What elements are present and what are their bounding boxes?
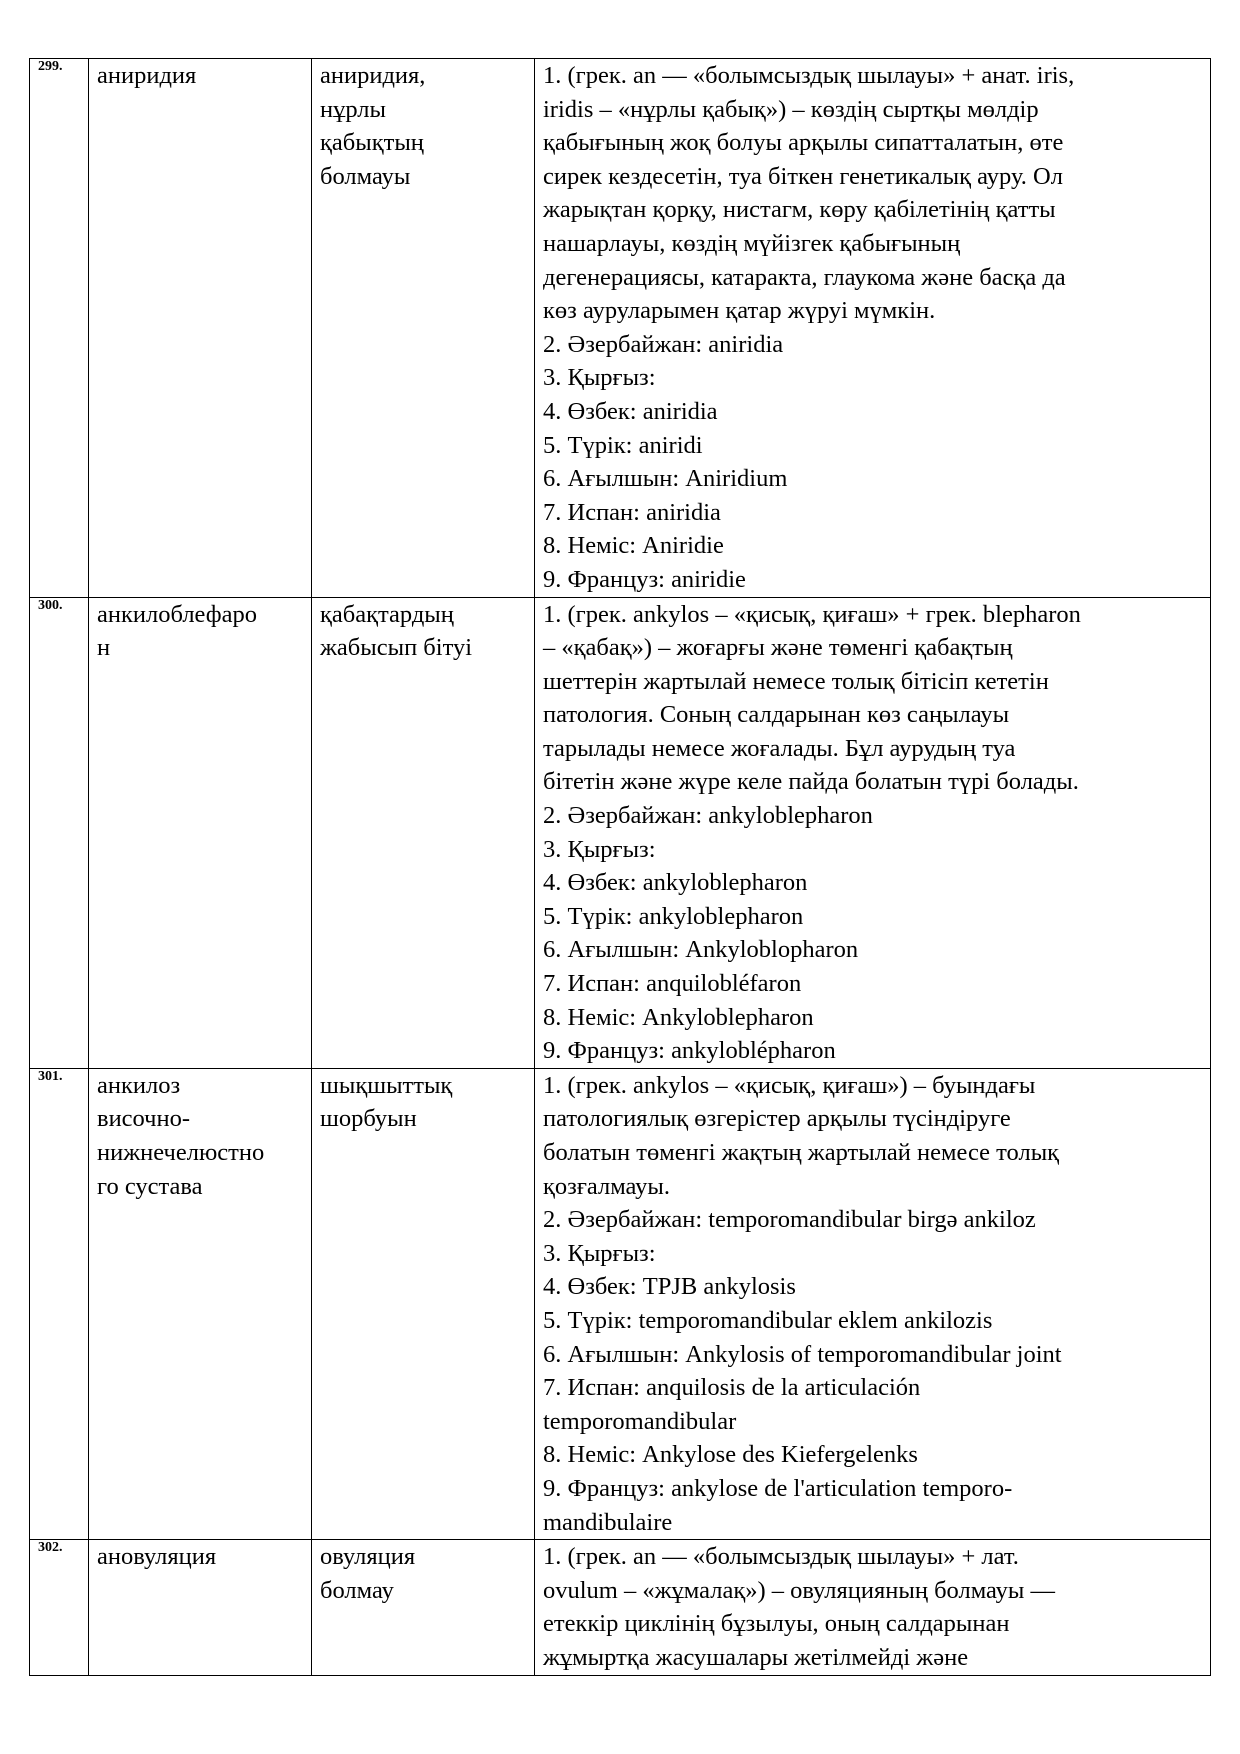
definition-line: 4. Өзбек: TPJB ankylosis <box>543 1273 796 1301</box>
definition-line: 3. Қырғыз: <box>543 1239 656 1267</box>
definition-line: 7. Испан: anquilobléfaron <box>543 970 802 998</box>
definition <box>535 59 1211 598</box>
dictionary-table <box>29 58 1211 1676</box>
definition-line: 4. Өзбек: ankyloblepharon <box>543 869 808 897</box>
definition-line: патология. Соның салдарынан көз саңылауы <box>543 701 1010 729</box>
definition-line: – «қабақ») – жоғарғы және төменгі қабақтың <box>543 634 1013 662</box>
definition-line: бітетін және жүре келе пайда болатын түрі болады. <box>543 768 1079 796</box>
definition-line: қабығының жоқ болуы арқылы сипатталатын, өте <box>543 129 1064 157</box>
definition-line: 5. Түрік: ankyloblepharon <box>543 902 804 930</box>
definition-line: 3. Қырғыз: <box>543 835 656 863</box>
definition-line: 1. (грек. ankylos – «қисық, қиғаш» + грек. blepharon <box>543 600 1081 628</box>
definition-line: патологиялық өзгерістер арқылы түсіндіруге <box>543 1105 1011 1133</box>
definition-line: 7. Испан: anquilosis de la articulación <box>543 1374 921 1402</box>
definition-line: 9. Француз: ankylose de l'articulation temporo- <box>543 1474 1013 1502</box>
definition-line: 8. Неміс: Ankyloblepharon <box>543 1003 814 1031</box>
entry-row <box>30 59 1211 598</box>
definition-line: 6. Ағылшын: Ankyloblopharon <box>543 936 859 964</box>
definition-line: 2. Әзербайжан: aniridia <box>543 330 784 358</box>
definition-line: жұмыртқа жасушалары жетілмейді және <box>543 1643 969 1671</box>
russian-term: анкилоз височно- нижнечелюстно го сустава <box>89 1068 312 1539</box>
definition-line: 6. Ағылшын: Aniridium <box>543 465 788 493</box>
definition-line: сирек кездесетін, туа біткен генетикалық ауру. Ол <box>543 162 1063 190</box>
definition-line: 5. Түрік: aniridi <box>543 431 703 459</box>
entry-number: 299. <box>30 59 89 598</box>
dictionary-body <box>30 59 1211 1676</box>
definition-line: mandibulaire <box>543 1508 673 1536</box>
definition-line: 1. (грек. an — «болымсыздық шылауы» + анат. iris, <box>543 62 1075 89</box>
definition-line: нашарлауы, көздің мүйізгек қабығының <box>543 229 961 257</box>
entry-row <box>30 597 1211 1068</box>
entry-number: 302. <box>30 1540 89 1675</box>
definition <box>535 1540 1211 1675</box>
definition-line: 9. Француз: aniridie <box>543 565 746 593</box>
russian-term: аниридия <box>89 59 312 598</box>
definition-line: 6. Ағылшын: Ankylosis of temporomandibular joint <box>543 1340 1062 1368</box>
kazakh-term: овуляция болмау <box>312 1540 535 1675</box>
definition-line: 8. Неміс: Aniridie <box>543 532 724 560</box>
definition-line: 1. (грек. an — «болымсыздық шылауы» + лат. <box>543 1543 1019 1571</box>
definition-line: 9. Француз: ankyloblépharon <box>543 1037 836 1065</box>
definition-line: 7. Испан: aniridia <box>543 498 721 526</box>
definition-line: 4. Өзбек: aniridia <box>543 397 718 425</box>
entry-row <box>30 1068 1211 1539</box>
definition-line: 1. (грек. ankylos – «қисық, қиғаш») – буындағы <box>543 1071 1036 1099</box>
definition-line: iridis – «нұрлы қабық») – көздің сыртқы мөлдір <box>543 95 1039 123</box>
definition-line: етеккір циклінің бұзылуы, оның салдарынан <box>543 1610 1010 1638</box>
russian-term: ановуляция <box>89 1540 312 1675</box>
definition-line: дегенерациясы, катаракта, глаукома және басқа да <box>543 263 1066 291</box>
kazakh-term: аниридия, нұрлы қабықтың болмауы <box>312 59 535 598</box>
definition-line: temporomandibular <box>543 1407 737 1435</box>
definition-line: тарылады немесе жоғалады. Бұл аурудың туа <box>543 734 1016 762</box>
definition-line: болатын төменгі жақтың жартылай немесе толық <box>543 1139 1060 1166</box>
russian-term: анкилоблефаро н <box>89 597 312 1068</box>
definition-line: 2. Әзербайжан: temporomandibular birgə ankiloz <box>543 1206 1036 1234</box>
entry-number: 301. <box>30 1068 89 1539</box>
definition-line: ovulum – «жұмалақ») – овуляцияның болмауы — <box>543 1576 1055 1604</box>
definition <box>535 597 1211 1068</box>
kazakh-term: қабақтардың жабысып бітуі <box>312 597 535 1068</box>
definition-line: 5. Түрік: temporomandibular eklem ankilozis <box>543 1306 993 1334</box>
kazakh-term: шықшыттық шорбуын <box>312 1068 535 1539</box>
definition-line: 8. Неміс: Ankylose des Kiefergelenks <box>543 1441 918 1469</box>
definition-line: көз ауруларымен қатар жүруі мүмкін. <box>543 297 936 325</box>
definition-line: жарықтан қорқу, нистагм, көру қабілетінің қатты <box>543 196 1056 224</box>
definition-line: 2. Әзербайжан: ankyloblepharon <box>543 802 873 830</box>
entry-row <box>30 1540 1211 1675</box>
definition-line: қозғалмауы. <box>543 1172 670 1200</box>
definition-line: 3. Қырғыз: <box>543 364 656 392</box>
definition-line: шеттерін жартылай немесе толық бітісіп кететін <box>543 667 1049 695</box>
entry-number: 300. <box>30 597 89 1068</box>
definition <box>535 1068 1211 1539</box>
